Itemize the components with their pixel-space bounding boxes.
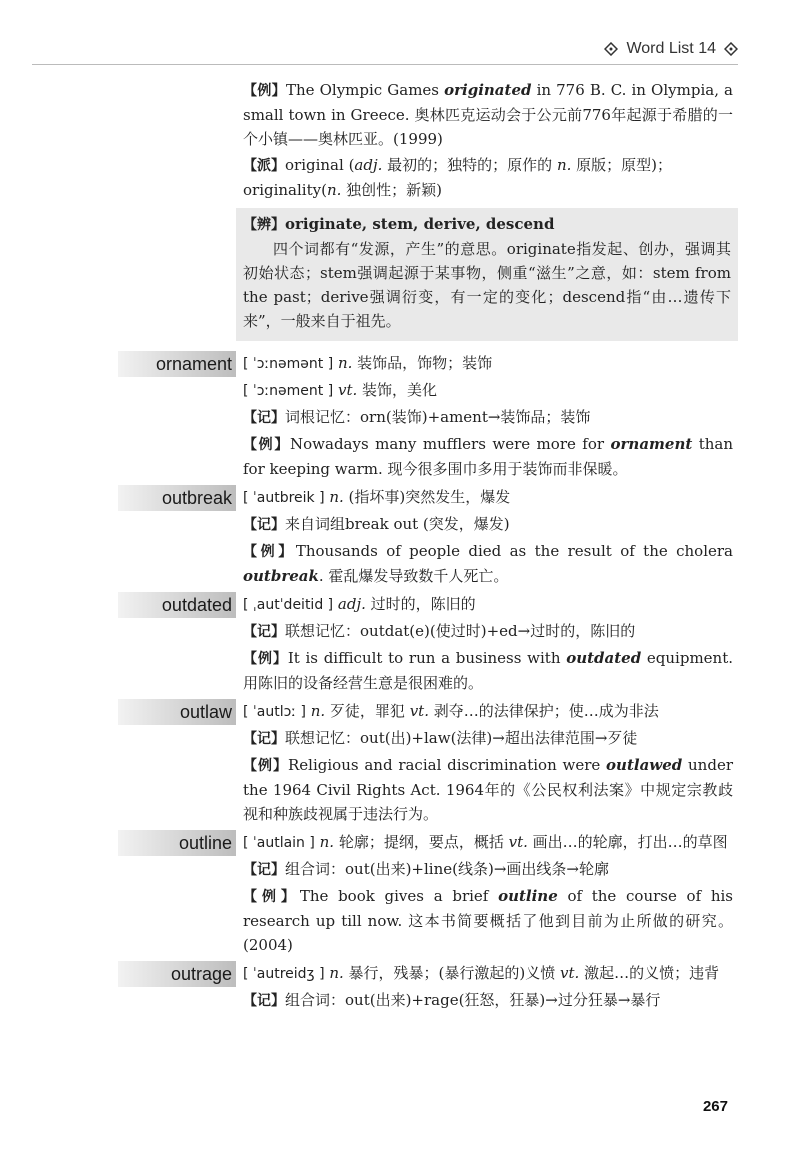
entry-outrage xyxy=(0,961,800,1013)
entry-ornament xyxy=(0,351,800,481)
definition-line: [ ˈautbreik ] n. (指坏事)突然发生，爆发 xyxy=(243,488,511,506)
definition-line: [ ˈautlain ] n. 轮廓；提纲，要点，概括 vt. 画出…的轮廓，打出…的草图 xyxy=(243,833,728,851)
memo-line: 【记】组合词：out(出来)+line(线条)→画出线条→轮廓 xyxy=(243,860,609,878)
headword: outbreak xyxy=(118,485,236,511)
memo-line: 【记】组合词：out(出来)+rage(狂怒，狂暴)→过分狂暴→暴行 xyxy=(243,991,661,1009)
page-header xyxy=(604,40,738,58)
diamond-icon xyxy=(724,42,738,56)
entry-outdated xyxy=(0,592,800,695)
example-line: 【例】Thousands of people died as the result of the cholera outbreak. 霍乱爆发导致数千人死亡。 xyxy=(243,542,733,585)
word-list-title: Word List 14 xyxy=(626,40,716,57)
definition-line: [ ˈautlɔː ] n. 歹徒，罪犯 vt. 剥夺…的法律保护；使…成为非法 xyxy=(243,702,659,720)
entry-outbreak xyxy=(0,485,800,588)
definition-line: [ ˌautˈdeitid ] adj. 过时的，陈旧的 xyxy=(243,595,476,613)
headword: outline xyxy=(118,830,236,856)
distinction-box xyxy=(236,208,738,341)
definition-line: [ ˈɔːnəment ] vt. 装饰，美化 xyxy=(243,381,438,399)
intro-derived: 【派】original (adj. 最初的；独特的；原作的 n. 原版；原型)； originality(n. 独创性；新颖) xyxy=(243,156,672,199)
example-line: 【例】It is difficult to run a business with outdated equipment. 用陈旧的设备经营生意是很困难的。 xyxy=(243,649,734,692)
headword: outlaw xyxy=(118,699,236,725)
distinction-text: 四个词都有“发源，产生”的意思。originate指发起、创办，强调其初始状态；stem强调起源于某事物，侧重“滋生”之意，如：stem from the past；derive强调衍变，有一定的变化；descend指“由…遗传下来”，一般来自于祖先。 xyxy=(243,240,731,330)
memo-line: 【记】联想记忆：out(出)+law(法律)→超出法律范围→歹徒 xyxy=(243,729,638,747)
entry-outline xyxy=(0,830,800,957)
page-number: 267 xyxy=(702,1098,728,1115)
headword: outrage xyxy=(118,961,236,987)
page-content xyxy=(0,76,800,1015)
headword: ornament xyxy=(118,351,236,377)
memo-line: 【记】联想记忆：outdat(e)(使过时)+ed→过时的，陈旧的 xyxy=(243,622,636,640)
headword: outdated xyxy=(118,592,236,618)
intro-example: 【例】The Olympic Games originated in 776 B. C. in Olympia, a small town in Greece. 奥林匹克运动会于公元前776年起源于希腊的一个小镇——奥林匹亚。(1999) xyxy=(243,81,733,148)
distinction-title: 【辨】originate, stem, derive, descend xyxy=(243,215,555,233)
definition-line: [ ˈautreidʒ ] n. 暴行，残暴；(暴行激起的)义愤 vt. 激起…的义愤；违背 xyxy=(243,964,720,982)
memo-line: 【记】来自词组break out (突发，爆发) xyxy=(243,515,510,533)
header-rule xyxy=(32,64,738,65)
example-line: 【例】The book gives a brief outline of the course of his research up till now. 这本书简要概括了他到目前为止所做的研究。(2004) xyxy=(243,887,734,954)
memo-line: 【记】词根记忆：orn(装饰)+ament→装饰品；装饰 xyxy=(243,408,591,426)
example-line: 【例】Nowadays many mufflers were more for ornament than for keeping warm. 现今很多围巾多用于装饰而非保暖。 xyxy=(243,435,734,478)
entry-outlaw xyxy=(0,699,800,826)
definition-line: [ ˈɔːnəmənt ] n. 装饰品，饰物；装饰 xyxy=(243,354,493,372)
diamond-icon xyxy=(604,42,618,56)
example-line: 【例】Religious and racial discrimination were outlawed under the 1964 Civil Rights Act. 1964年的《公民权利法案》中规定宗教歧视和种族歧视属于违法行为。 xyxy=(243,756,733,823)
